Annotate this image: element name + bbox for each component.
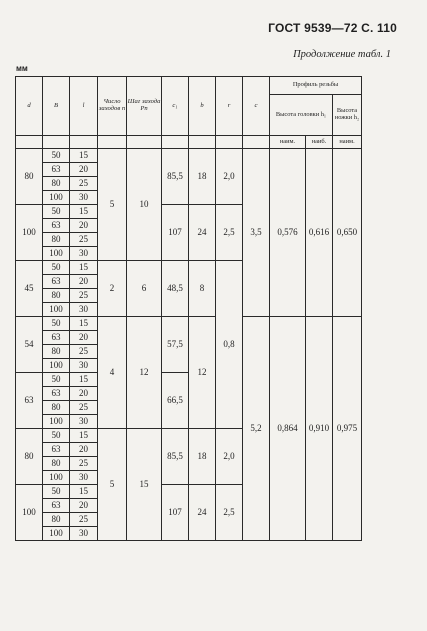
cell-d: 100 (16, 485, 43, 541)
cell-l: 25 (70, 177, 98, 191)
cell-r: 2,5 (216, 205, 243, 261)
cell-l: 25 (70, 513, 98, 527)
cell-l: 15 (70, 261, 98, 275)
cell-h2min: 0,975 (333, 317, 362, 541)
cell-l: 20 (70, 443, 98, 457)
cell-B: 50 (43, 373, 70, 387)
cell-l: 25 (70, 457, 98, 471)
cell-l: 20 (70, 219, 98, 233)
cell-l: 15 (70, 205, 98, 219)
cell-B: 50 (43, 317, 70, 331)
cell-l: 15 (70, 149, 98, 163)
cell-r: 2,0 (216, 149, 243, 205)
cell-h1max: 0,910 (306, 317, 333, 541)
cell-B: 63 (43, 275, 70, 289)
col-header-c1: c₁ (162, 77, 189, 136)
cell-r: 0,8 (216, 261, 243, 429)
col-header-h1-min: наим. (270, 136, 306, 149)
cell-l: 15 (70, 317, 98, 331)
cell-b: 24 (189, 205, 216, 261)
col-header-h1-max: наиб. (306, 136, 333, 149)
cell-l: 30 (70, 527, 98, 541)
cell-d: 63 (16, 373, 43, 429)
cell-B: 80 (43, 177, 70, 191)
cell-c1: 107 (162, 485, 189, 541)
cell-l: 30 (70, 247, 98, 261)
cell-l: 20 (70, 499, 98, 513)
cell-h1max: 0,616 (306, 149, 333, 317)
cell-n: 5 (98, 429, 127, 541)
cell-n: 5 (98, 149, 127, 261)
cell-B: 63 (43, 219, 70, 233)
col-header-c: c (243, 77, 270, 136)
cell-B: 50 (43, 485, 70, 499)
col-header-n: Число заходов n (98, 77, 127, 136)
cell-l: 25 (70, 401, 98, 415)
cell-B: 100 (43, 303, 70, 317)
cell-B: 100 (43, 471, 70, 485)
col-header-h2-min: наим. (333, 136, 362, 149)
cell-p: 6 (127, 261, 162, 317)
col-header-b: b (189, 77, 216, 136)
col-header-profile: Профиль резьбы (270, 77, 362, 95)
cell-r: 2,5 (216, 485, 243, 541)
cell-l: 30 (70, 415, 98, 429)
cell-d: 54 (16, 317, 43, 373)
cell-B: 50 (43, 261, 70, 275)
cell-h2min: 0,650 (333, 149, 362, 317)
cell-p: 10 (127, 149, 162, 261)
cell-B: 63 (43, 499, 70, 513)
cell-B: 100 (43, 359, 70, 373)
cell-B: 100 (43, 415, 70, 429)
col-header-p: Шаг захода Pn (127, 77, 162, 136)
table-body (16, 149, 362, 541)
cell-B: 50 (43, 149, 70, 163)
cell-c1: 66,5 (162, 373, 189, 429)
cell-l: 25 (70, 233, 98, 247)
cell-c1: 85,5 (162, 149, 189, 205)
cell-B: 63 (43, 443, 70, 457)
cell-d: 80 (16, 149, 43, 205)
cell-l: 30 (70, 471, 98, 485)
cell-B: 80 (43, 345, 70, 359)
cell-c1: 48,5 (162, 261, 189, 317)
cell-c1: 107 (162, 205, 189, 261)
cell-d: 45 (16, 261, 43, 317)
cell-l: 20 (70, 163, 98, 177)
table-row (16, 317, 362, 331)
standard-header: ГОСТ 9539—72 С. 110 (268, 21, 397, 35)
thread-parameters-table (15, 76, 362, 541)
cell-l: 15 (70, 373, 98, 387)
cell-b: 8 (189, 261, 216, 317)
cell-B: 80 (43, 513, 70, 527)
cell-p: 15 (127, 429, 162, 541)
cell-b: 18 (189, 429, 216, 485)
cell-l: 30 (70, 359, 98, 373)
cell-h1min: 0,864 (270, 317, 306, 541)
cell-B: 63 (43, 387, 70, 401)
cell-b: 24 (189, 485, 216, 541)
cell-b: 12 (189, 317, 216, 429)
cell-l: 20 (70, 275, 98, 289)
cell-B: 63 (43, 163, 70, 177)
cell-B: 80 (43, 233, 70, 247)
col-header-l: l (70, 77, 98, 136)
cell-l: 25 (70, 289, 98, 303)
cell-l: 30 (70, 303, 98, 317)
cell-B: 63 (43, 331, 70, 345)
cell-B: 80 (43, 289, 70, 303)
cell-B: 100 (43, 191, 70, 205)
table-row (16, 149, 362, 163)
cell-B: 100 (43, 527, 70, 541)
continuation-caption: Продолжение табл. 1 (293, 49, 391, 60)
cell-l: 15 (70, 429, 98, 443)
cell-B: 80 (43, 457, 70, 471)
cell-l: 20 (70, 387, 98, 401)
cell-c1: 57,5 (162, 317, 189, 373)
units-label: мм (16, 64, 28, 73)
col-header-d: d (16, 77, 43, 136)
col-header-r: r (216, 77, 243, 136)
cell-c1: 85,5 (162, 429, 189, 485)
cell-B: 80 (43, 401, 70, 415)
col-header-h2: Высота ножки h₂ (333, 95, 362, 136)
cell-p: 12 (127, 317, 162, 429)
cell-B: 50 (43, 205, 70, 219)
cell-l: 15 (70, 485, 98, 499)
cell-l: 25 (70, 345, 98, 359)
col-header-h1: Высота головки h₁ (270, 95, 333, 136)
cell-l: 20 (70, 331, 98, 345)
cell-d: 100 (16, 205, 43, 261)
cell-r: 2,0 (216, 429, 243, 485)
cell-h1min: 0,576 (270, 149, 306, 317)
cell-B: 100 (43, 247, 70, 261)
cell-c: 3,5 (243, 149, 270, 317)
col-header-B: B (43, 77, 70, 136)
cell-b: 18 (189, 149, 216, 205)
cell-d: 80 (16, 429, 43, 485)
cell-l: 30 (70, 191, 98, 205)
cell-n: 2 (98, 261, 127, 317)
cell-n: 4 (98, 317, 127, 429)
cell-c: 5,2 (243, 317, 270, 541)
cell-B: 50 (43, 429, 70, 443)
